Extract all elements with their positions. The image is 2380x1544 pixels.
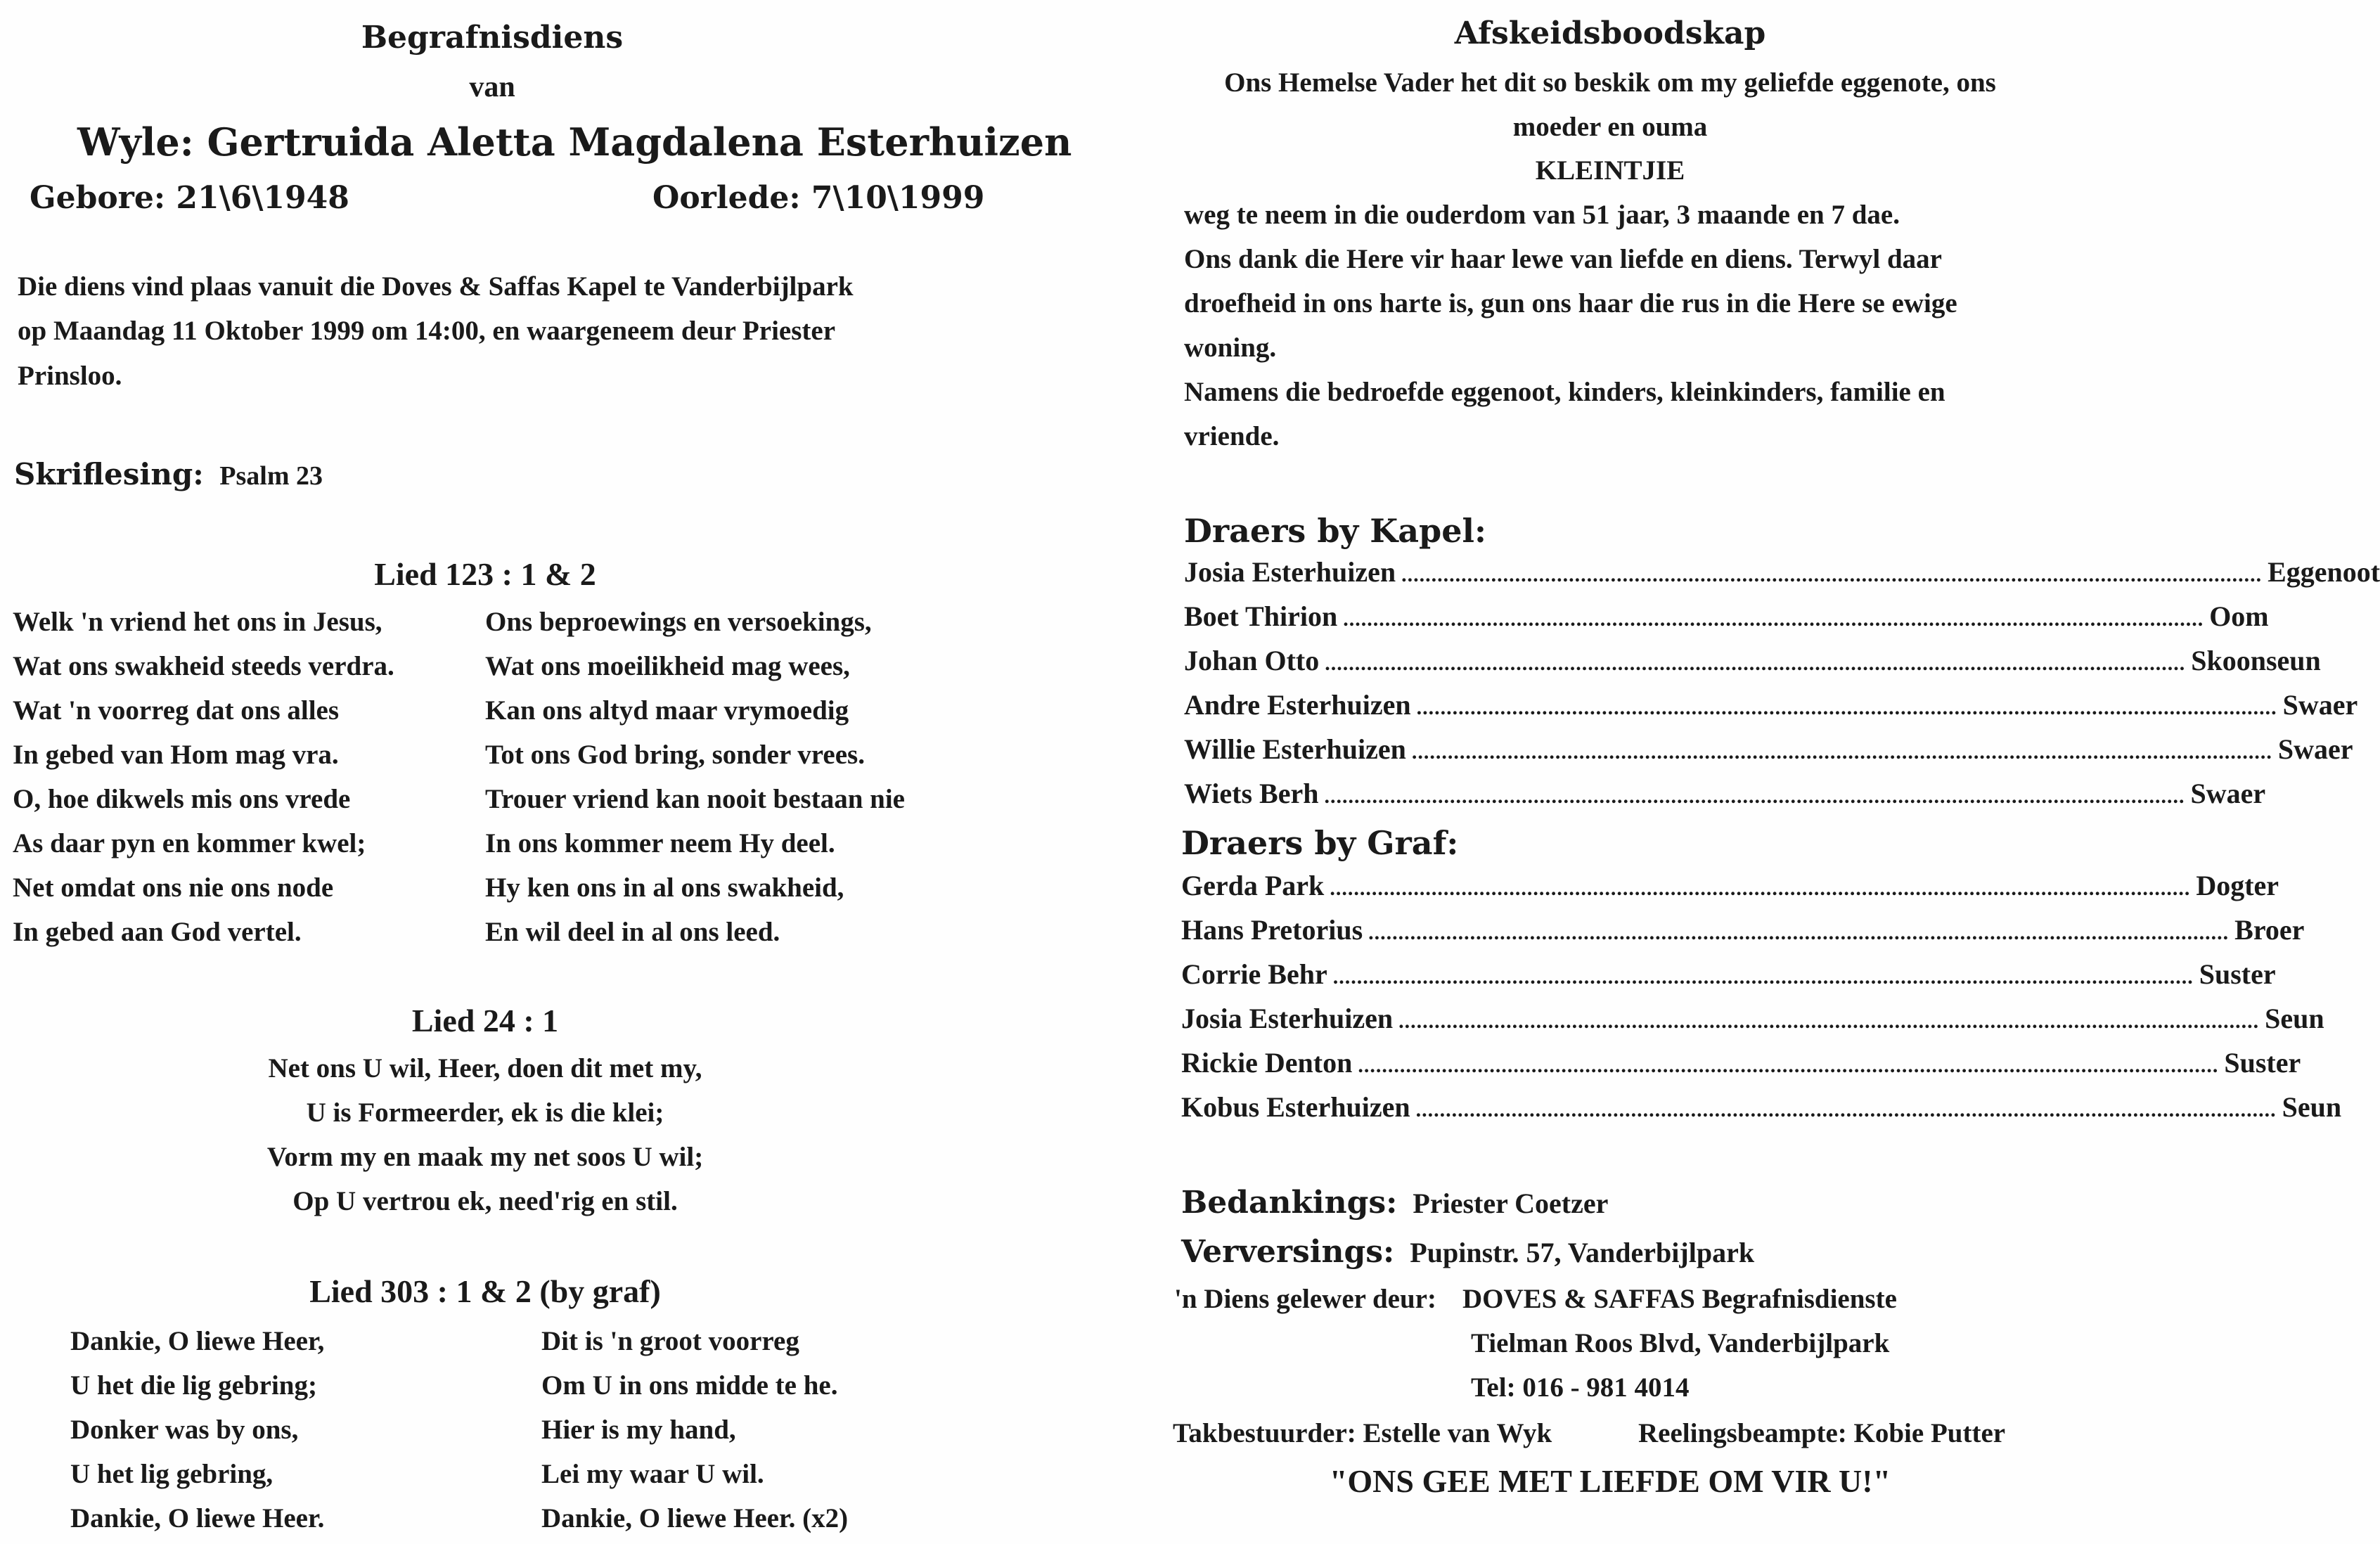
bearer-row xyxy=(1184,688,2358,731)
hymn-line: Hy ken ons in al ons swakheid, xyxy=(485,873,844,903)
farewell-line: Ons Hemelse Vader het dit so beskik om my geliefde eggenote, ons xyxy=(1224,67,1996,98)
bearer-role: Broer xyxy=(2234,914,2305,946)
farewell-line: Ons dank die Here vir haar lewe van liefde en diens. Terwyl daar xyxy=(1184,244,1942,274)
thanks-label: Bedankings: xyxy=(1181,1185,1398,1221)
deceased-name: Wyle: Gertruida Aletta Magdalena Esterhuizen xyxy=(77,120,1072,165)
bearer-row xyxy=(1181,1002,2324,1044)
slogan: "ONS GEE MET LIEFDE OM VIR U!" xyxy=(1329,1463,1891,1499)
hymn-title: Lied 123 : 1 & 2 xyxy=(374,556,596,592)
bearer-role: Swaer xyxy=(2190,778,2266,809)
hymn-line: Dankie, O liewe Heer, xyxy=(70,1326,325,1356)
bearer-role: Seun xyxy=(2282,1091,2342,1123)
hymn-line: Lei my waar U wil. xyxy=(541,1459,764,1489)
farewell-line: Namens die bedroefde eggenoot, kinders, kleinkinders, familie en xyxy=(1184,377,1945,407)
thanks-line xyxy=(1181,1185,1608,1221)
bearer-role: Oom xyxy=(2209,600,2269,632)
hymn-line: Om U in ons midde te he. xyxy=(541,1370,838,1401)
bearer-role: Dogter xyxy=(2196,870,2279,901)
farewell-line: moeder en ouma xyxy=(1512,112,1708,142)
service-details-line: Prinsloo. xyxy=(18,361,122,391)
bearer-row xyxy=(1184,644,2321,686)
death-date: Oorlede: 7\10\1999 xyxy=(652,180,985,216)
bearer-name: Gerda Park xyxy=(1181,870,1325,901)
dot-leader: ................................................................................................................................................ xyxy=(1416,696,2277,719)
hymn-line: U is Formeerder, ek is die klei; xyxy=(306,1098,664,1128)
bearer-row xyxy=(1184,600,2269,642)
dot-leader: ................................................................................................................................................ xyxy=(1343,607,2204,631)
right-page xyxy=(1153,0,2380,1544)
refreshments-line xyxy=(1181,1234,1754,1270)
service-by-label: 'n Diens gelewer deur: xyxy=(1174,1284,1436,1314)
bearer-role: Suster xyxy=(2199,958,2276,990)
bearer-role: Suster xyxy=(2224,1047,2301,1079)
bearer-row xyxy=(1181,869,2279,911)
refreshments-label: Verversings: xyxy=(1181,1234,1395,1270)
hymn-line: Dit is 'n groot voorreg xyxy=(541,1326,799,1356)
hymn-line: Wat ons swakheid steeds verdra. xyxy=(13,651,394,681)
hymn-line: En wil deel in al ons leed. xyxy=(485,917,780,947)
bearer-name: Willie Esterhuizen xyxy=(1184,733,1406,765)
hymn-line: Dankie, O liewe Heer. (x2) xyxy=(541,1503,849,1533)
bearers-grave-title: Draers by Graf: xyxy=(1181,824,1459,862)
hymn-line: Dankie, O liewe Heer. xyxy=(70,1503,325,1533)
service-details-line: op Maandag 11 Oktober 1999 om 14:00, en waargeneem deur Priester xyxy=(18,316,836,346)
thanks-value: Priester Coetzer xyxy=(1413,1188,1609,1219)
dot-leader: ................................................................................................................................................ xyxy=(1368,921,2230,944)
hymn-line: In ons kommer neem Hy deel. xyxy=(485,828,835,858)
bearer-name: Boet Thirion xyxy=(1184,600,1338,632)
dot-leader: ................................................................................................................................................ xyxy=(1398,1010,2260,1033)
hymn-line: U het die lig gebring; xyxy=(70,1370,317,1401)
bearer-row xyxy=(1184,555,2380,598)
farewell-nickname: KLEINTJIE xyxy=(1535,155,1685,186)
bearer-name: Johan Otto xyxy=(1184,645,1320,676)
birth-date: Gebore: 21\6\1948 xyxy=(30,180,349,216)
hymn-line: O, hoe dikwels mis ons vrede xyxy=(13,784,351,814)
scripture-reading-label: Skriflesing: xyxy=(14,457,204,491)
bearer-row xyxy=(1184,777,2266,819)
farewell-line: vriende. xyxy=(1184,421,1280,451)
bearer-row xyxy=(1181,1046,2301,1088)
hymn-line: Net omdat ons nie ons node xyxy=(13,873,334,903)
hymn-title: Lied 303 : 1 & 2 (by graf) xyxy=(309,1273,661,1309)
hymn-line: U het lig gebring, xyxy=(70,1459,274,1489)
hymn-line: Wat 'n voorreg dat ons alles xyxy=(13,695,340,726)
hymn-line: Donker was by ons, xyxy=(70,1415,299,1445)
bearer-name: Kobus Esterhuizen xyxy=(1181,1091,1410,1123)
hymn-line: Welk 'n vriend het ons in Jesus, xyxy=(13,607,382,637)
hymn-line: Kan ons altyd maar vrymoedig xyxy=(485,695,849,726)
bearer-role: Seun xyxy=(2265,1003,2324,1034)
bearer-name: Josia Esterhuizen xyxy=(1181,1003,1394,1034)
hymn-line: Op U vertrou ek, need'rig en stil. xyxy=(292,1186,678,1216)
hymn-line: Tot ons God bring, sonder vrees. xyxy=(485,740,865,770)
bearer-row xyxy=(1181,1091,2342,1133)
service-heading-van: van xyxy=(469,71,515,103)
farewell-line: weg te neem in die ouderdom van 51 jaar, 3 maande en 7 dae. xyxy=(1184,200,1900,230)
bearer-role: Eggenoot xyxy=(2268,556,2380,588)
scripture-reading-value: Psalm 23 xyxy=(219,461,323,491)
service-details-line: Die diens vind plaas vanuit die Doves & Saffas Kapel te Vanderbijlpark xyxy=(18,271,854,302)
hymn-line: Vorm my en maak my net soos U wil; xyxy=(266,1142,704,1172)
funeral-home-phone: Tel: 016 - 981 4014 xyxy=(1471,1372,1690,1403)
bearer-row xyxy=(1184,733,2353,775)
refreshments-value: Pupinstr. 57, Vanderbijlpark xyxy=(1410,1237,1755,1268)
hymn-line: Net ons U wil, Heer, doen dit met my, xyxy=(268,1053,702,1083)
dot-leader: ................................................................................................................................................ xyxy=(1358,1054,2219,1077)
bearer-role: Swaer xyxy=(2282,689,2358,721)
farewell-line: woning. xyxy=(1184,333,1277,363)
dot-leader: ................................................................................................................................................ xyxy=(1411,740,2272,764)
hymn-line: As daar pyn en kommer kwel; xyxy=(13,828,366,858)
bearer-name: Rickie Denton xyxy=(1181,1047,1353,1079)
bearer-role: Swaer xyxy=(2277,733,2353,765)
hymn-line: Ons beproewings en versoekings, xyxy=(485,607,872,637)
scripture-reading xyxy=(14,457,323,492)
bearer-name: Josia Esterhuizen xyxy=(1184,556,1396,588)
bearer-row xyxy=(1181,913,2305,956)
dot-leader: ................................................................................................................................................ xyxy=(1332,965,2194,989)
bearer-row xyxy=(1181,958,2276,1000)
farewell-line: droefheid in ons harte is, gun ons haar die rus in die Here se ewige xyxy=(1184,288,1957,319)
hymn-line: In gebed van Hom mag vra. xyxy=(13,740,339,770)
bearer-name: Wiets Berh xyxy=(1184,778,1319,809)
bearer-name: Andre Esterhuizen xyxy=(1184,689,1411,721)
service-heading: Begrafnisdiens xyxy=(361,20,624,56)
bearer-role: Skoonseun xyxy=(2191,645,2321,676)
hymn-line: Hier is my hand, xyxy=(541,1415,736,1445)
bearer-name: Corrie Behr xyxy=(1181,958,1327,990)
hymn-line: Wat ons moeilikheid mag wees, xyxy=(485,651,850,681)
dot-leader: ................................................................................................................................................ xyxy=(1401,563,2263,586)
hymn-line: In gebed aan God vertel. xyxy=(13,917,302,947)
hymn-title: Lied 24 : 1 xyxy=(411,1003,559,1038)
hymn-line: Trouer vriend kan nooit bestaan nie xyxy=(485,784,905,814)
dot-leader: ................................................................................................................................................ xyxy=(1325,652,2186,675)
dot-leader: ................................................................................................................................................ xyxy=(1324,785,2185,808)
bearers-chapel-title: Draers by Kapel: xyxy=(1184,512,1486,550)
dot-leader: ................................................................................................................................................ xyxy=(1330,877,2191,900)
bearer-name: Hans Pretorius xyxy=(1181,914,1363,946)
left-page xyxy=(0,0,1072,1544)
service-by-value: DOVES & SAFFAS Begrafnisdienste xyxy=(1462,1284,1897,1314)
farewell-heading: Afskeidsboodskap xyxy=(1454,15,1766,51)
dot-leader: ................................................................................................................................................ xyxy=(1415,1098,2277,1121)
funeral-home-address: Tielman Roos Blvd, Vanderbijlpark xyxy=(1471,1328,1890,1358)
branch-manager: Takbestuurder: Estelle van Wyk xyxy=(1173,1418,1552,1448)
arranger: Reelingsbeampte: Kobie Putter xyxy=(1638,1418,2006,1448)
